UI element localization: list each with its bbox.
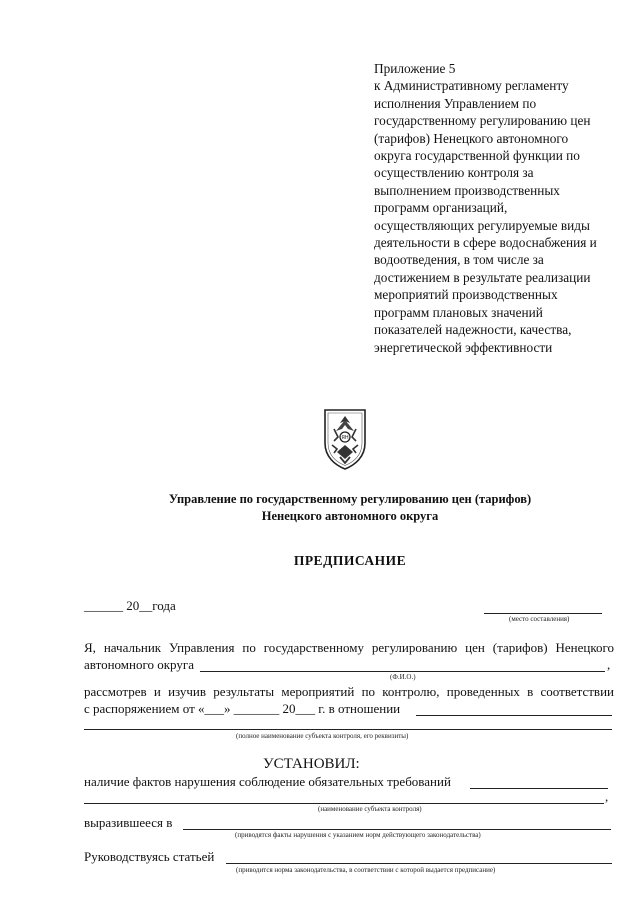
intro-line4: с распоряжением от «___» _______ 20___ г. в отношении [84, 701, 401, 716]
subject-name-caption: (наименование субъекта контроля) [318, 805, 422, 813]
coat-of-arms-icon [322, 407, 368, 471]
established-heading: УСТАНОВИЛ: [263, 756, 360, 772]
guided-underline [226, 863, 612, 864]
intro-line2-comma: , [607, 657, 611, 672]
appendix-line: к Административному регламенту [374, 78, 569, 94]
guided-label: Руководствуясь статьей [84, 849, 215, 864]
subject-underline-2 [84, 729, 612, 730]
subject-underline-1 [416, 715, 612, 716]
appendix-line: показателей надежности, качества, [374, 322, 572, 338]
document-title: ПРЕДПИСАНИЕ [293, 553, 407, 568]
place-caption: (место составления) [509, 615, 570, 623]
date-line: ______ 20__года [84, 598, 176, 613]
intro-line2: автономного округа [84, 657, 194, 672]
appendix-line: округа государственной функции по [374, 148, 580, 164]
violations-comma: , [605, 789, 609, 804]
appendix-line: достижением в результате реализации [374, 269, 591, 285]
appendix-line: энергетической эффективности [374, 339, 553, 355]
expressed-underline [183, 829, 611, 830]
violations-underline-2 [84, 803, 604, 804]
appendix-line: водоотведения, в том числе за [374, 252, 544, 268]
appendix-line: выполнением производственных [374, 182, 560, 198]
appendix-line: программ плановых значений [374, 304, 543, 320]
appendix-line: мероприятий производственных [374, 287, 558, 303]
expressed-label: выразившееся в [84, 815, 173, 830]
facts-caption: (приводятся факты нарушения с указанием норм действующего законодательства) [235, 831, 481, 839]
violations-line1: наличие фактов нарушения соблюдение обязательных требований [84, 774, 451, 789]
place-underline [484, 613, 602, 614]
norm-caption: (приводится норма законодательства, в соответствии с которой выдается предписание) [236, 866, 496, 874]
appendix-line: осуществляющих регулируемые виды [374, 217, 590, 233]
fio-underline [200, 671, 605, 672]
appendix-line: Приложение 5 [374, 61, 456, 76]
appendix-line: (тарифов) Ненецкого автономного [374, 130, 569, 146]
svg-text:ЯН: ЯН [341, 435, 349, 441]
appendix-block [374, 60, 636, 356]
fio-caption: (Ф.И.О.) [390, 673, 416, 681]
appendix-line: осуществлению контроля за [374, 165, 534, 181]
intro-line3: рассмотрев и изучив результаты мероприятий по контролю, проведенных в соответствии [84, 684, 614, 699]
intro-line1: Я, начальник Управления по государственному регулированию цен (тарифов) Ненецкого [84, 640, 614, 655]
appendix-line: деятельности в сфере водоснабжения и [374, 235, 597, 251]
agency-name-line1: Управление по государственному регулированию цен (тарифов) [168, 492, 532, 506]
violations-underline-1 [470, 788, 608, 789]
subject-caption: (полное наименование субъекта контроля, его реквизиты) [236, 732, 409, 740]
appendix-line: исполнения Управлением по [374, 95, 537, 111]
appendix-line: программ организаций, [374, 200, 508, 216]
agency-name-line2: Ненецкого автономного округа [261, 509, 439, 523]
appendix-line: государственному регулированию цен [374, 113, 591, 129]
